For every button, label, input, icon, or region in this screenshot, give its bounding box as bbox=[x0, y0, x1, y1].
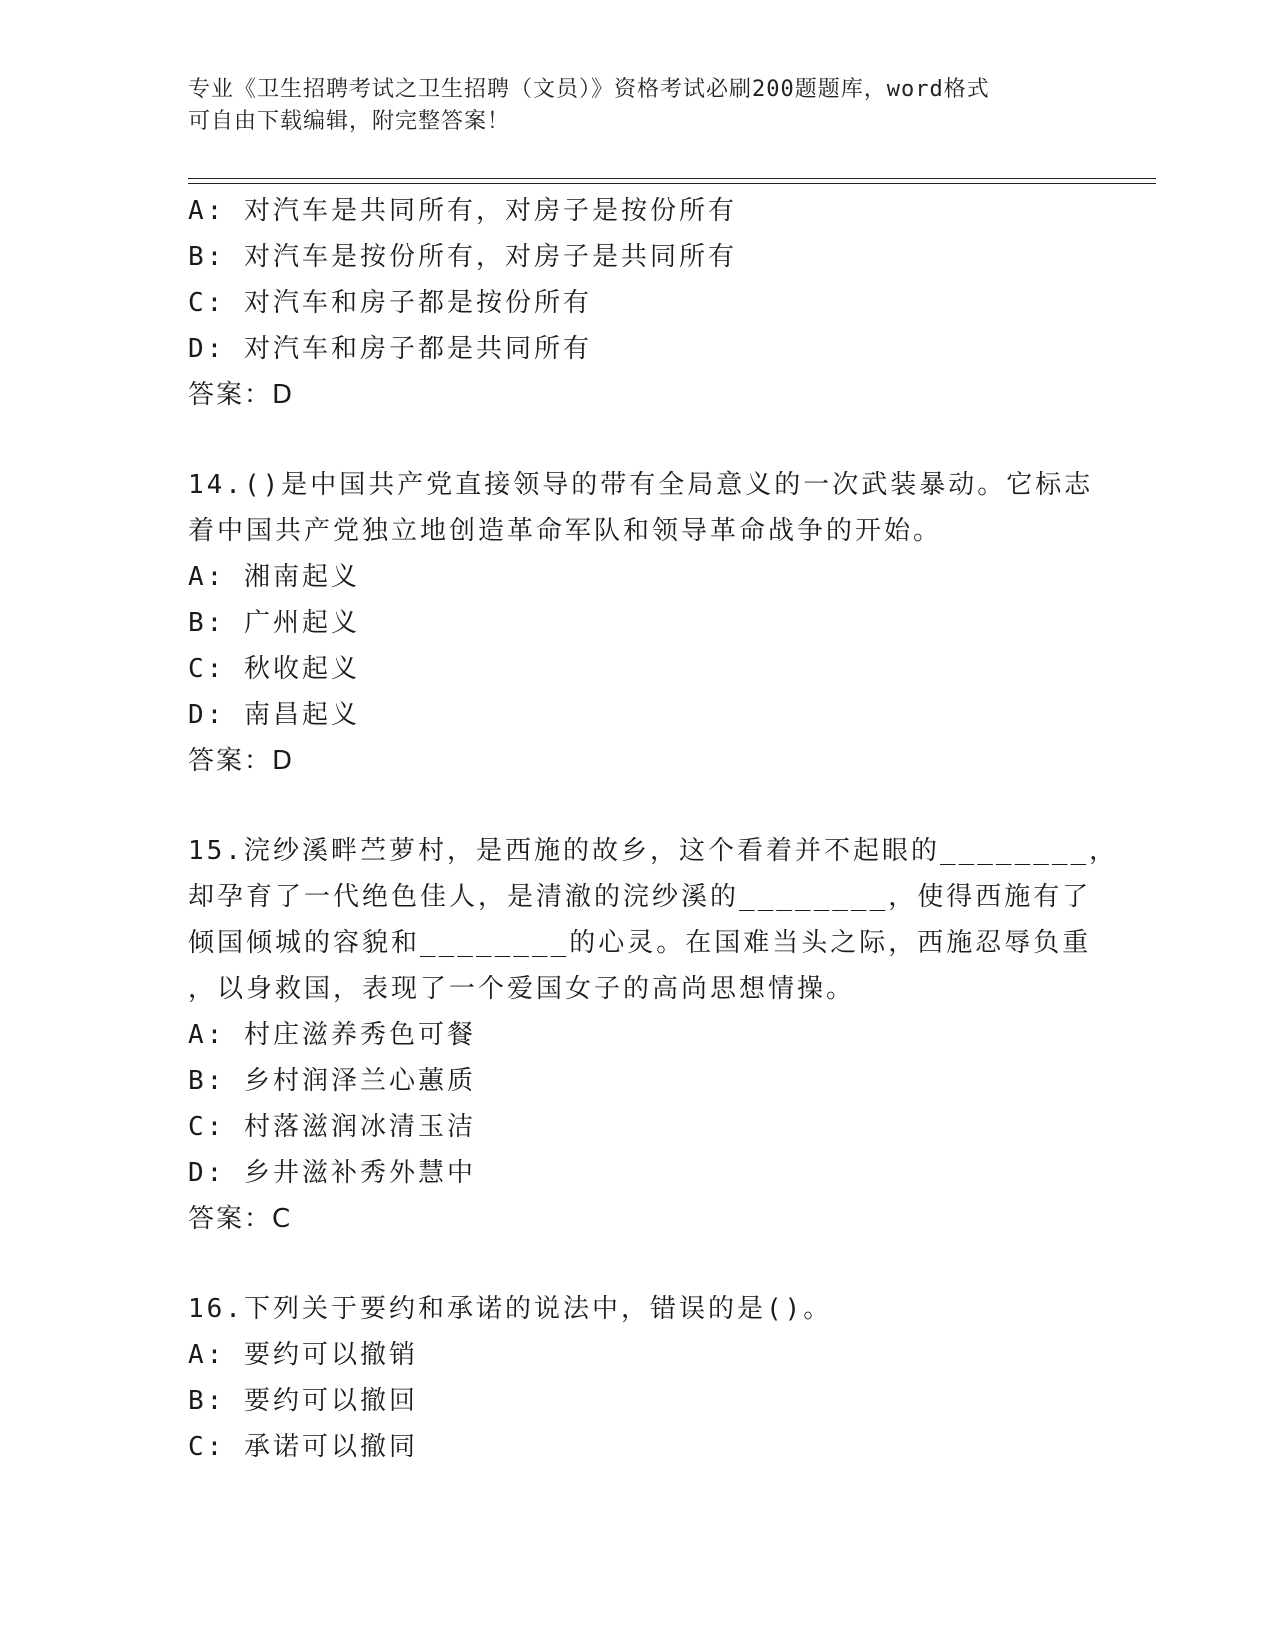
question-stem-line: 倾国倾城的容貌和________的心灵。在国难当头之际，西施忍辱负重 bbox=[188, 928, 1092, 958]
option-d: D: 南昌起义 bbox=[188, 700, 360, 730]
header-divider-bottom bbox=[188, 183, 1156, 184]
answer-line: 答案：D bbox=[188, 746, 295, 776]
header-divider-top bbox=[188, 178, 1156, 179]
question-stem-line: 16.下列关于要约和承诺的说法中，错误的是()。 bbox=[188, 1294, 833, 1324]
header-line-1: 专业《卫生招聘考试之卫生招聘（文员）》资格考试必刷200题题库，word格式 bbox=[188, 77, 990, 102]
option-a: A: 对汽车是共同所有，对房子是按份所有 bbox=[188, 196, 737, 226]
option-a: A: 要约可以撤销 bbox=[188, 1340, 418, 1370]
option-b: B: 广州起义 bbox=[188, 608, 360, 638]
option-d: D: 对汽车和房子都是共同所有 bbox=[188, 334, 592, 364]
option-c: C: 对汽车和房子都是按份所有 bbox=[188, 288, 592, 318]
document-header bbox=[188, 74, 1088, 138]
question-stem-line: 却孕育了一代绝色佳人，是清澈的浣纱溪的________，使得西施有了 bbox=[188, 882, 1092, 912]
answer-line: 答案：D bbox=[188, 380, 295, 410]
option-c: C: 秋收起义 bbox=[188, 654, 360, 684]
option-b: B: 对汽车是按份所有，对房子是共同所有 bbox=[188, 242, 737, 272]
answer-line: 答案：C bbox=[188, 1204, 293, 1234]
question-14 bbox=[188, 462, 1094, 784]
option-a: A: 村庄滋养秀色可餐 bbox=[188, 1020, 476, 1050]
question-16 bbox=[188, 1286, 1088, 1470]
header-line-2: 可自由下载编辑，附完整答案！ bbox=[188, 109, 511, 134]
question-stem-line: ，以身救国，表现了一个爱国女子的高尚思想情操。 bbox=[188, 974, 856, 1004]
option-b: B: 乡村润泽兰心蕙质 bbox=[188, 1066, 476, 1096]
option-c: C: 承诺可以撤同 bbox=[188, 1432, 418, 1462]
option-c: C: 村落滋润冰清玉洁 bbox=[188, 1112, 476, 1142]
option-a: A: 湘南起义 bbox=[188, 562, 360, 592]
question-stem-line: 14.()是中国共产党直接领导的带有全局意义的一次武装暴动。它标志 bbox=[188, 470, 1094, 500]
option-d: D: 乡井滋补秀外慧中 bbox=[188, 1158, 476, 1188]
question-list bbox=[188, 188, 1119, 1470]
question-stem-line: 着中国共产党独立地创造革命军队和领导革命战争的开始。 bbox=[188, 516, 943, 546]
question-stem-line: 15.浣纱溪畔苎萝村，是西施的故乡，这个看着并不起眼的________， bbox=[188, 836, 1119, 866]
question-13 bbox=[188, 188, 1088, 418]
question-15 bbox=[188, 828, 1119, 1242]
option-b: B: 要约可以撤回 bbox=[188, 1386, 418, 1416]
